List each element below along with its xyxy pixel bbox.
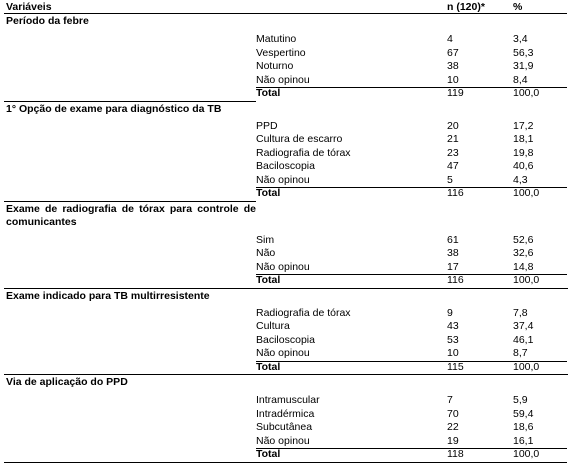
option-label: Não opinou [256,260,310,273]
option-percent: 40,6 [513,160,534,172]
total-label: Total [256,448,281,460]
option-n: 22 [447,421,459,433]
table-row [4,120,567,134]
total-row [4,87,567,101]
total-n: 116 [447,187,464,199]
table-row [4,160,567,174]
total-n: 119 [447,87,464,99]
option-n: 53 [447,333,459,346]
total-n: 115 [447,360,464,373]
total-label: Total [256,87,281,99]
option-n: 23 [447,146,459,159]
option-n: 7 [447,394,453,406]
option-label: Não opinou [256,173,310,186]
total-n: 118 [447,448,464,460]
option-label: Radiografia de tórax [256,306,351,319]
section-title: 1° Opção de exame para diagnóstico da TB [4,101,256,117]
option-percent: 8,4 [513,73,528,86]
option-label: Baciloscopia [256,333,315,346]
option-label: Radiografia de tórax [256,146,351,159]
option-n: 70 [447,407,459,420]
table-row [4,234,567,248]
option-percent: 17,2 [513,119,534,132]
table-row [4,147,567,161]
option-n: 47 [447,160,459,172]
total-row [4,274,567,288]
option-percent: 7,8 [513,306,528,319]
option-label: Não opinou [256,73,310,86]
option-percent: 59,4 [513,407,534,420]
option-percent: 52,6 [513,233,534,246]
total-label: Total [256,187,281,199]
header-percent: % [513,1,523,13]
survey-results-table [4,0,567,463]
table-row [4,394,567,408]
option-percent: 19,8 [513,146,534,159]
table-row [4,261,567,275]
section-title: Período da febre [6,15,89,27]
option-percent: 18,6 [513,421,534,433]
section-title: Via de aplicação do PPD [4,374,568,390]
option-percent: 8,7 [513,347,528,359]
option-label: Noturno [256,60,294,72]
table-row [4,347,567,361]
option-n: 43 [447,320,459,332]
table-row [4,60,567,74]
table-row [4,334,567,348]
total-row [4,361,567,375]
option-percent: 32,6 [513,247,534,259]
option-percent: 14,8 [513,260,534,273]
option-label: Subcutânea [256,421,313,433]
total-label: Total [256,274,281,286]
total-row [4,187,567,201]
option-label: Sim [256,233,275,246]
option-percent: 31,9 [513,60,534,72]
section-title: Exame indicado para TB multirresistente [4,288,568,304]
header-variable: Variáveis [6,1,52,13]
option-n: 5 [447,173,453,186]
option-n: 20 [447,119,459,132]
table-row [4,307,567,321]
option-percent: 37,4 [513,320,534,332]
total-n: 116 [447,274,464,286]
option-n: 38 [447,247,459,259]
table-row [4,133,567,147]
option-label: Matutino [256,33,297,45]
total-label: Total [256,360,281,373]
total-percent: 100,0 [513,187,540,199]
option-n: 17 [447,260,459,273]
option-n: 10 [447,347,459,359]
option-label: Intradérmica [256,407,315,420]
table-row [4,408,567,422]
option-label: Não [256,247,276,259]
option-percent: 4,3 [513,173,528,186]
table-row [4,421,567,435]
option-n: 67 [447,46,459,59]
table-row [4,33,567,47]
option-label: PPD [256,119,278,132]
option-percent: 16,1 [513,434,534,447]
option-label: Baciloscopia [256,160,315,172]
option-label: Não opinou [256,347,310,359]
table-row [4,174,567,188]
option-n: 61 [447,233,459,246]
option-percent: 3,4 [513,33,528,45]
table-header [4,0,567,14]
option-label: Cultura de escarro [256,133,343,145]
table-row [4,47,567,61]
table-row [4,247,567,261]
total-row [4,448,567,463]
option-n: 9 [447,306,453,319]
option-n: 10 [447,73,459,86]
option-n: 19 [447,434,459,447]
option-label: Intramuscular [256,394,320,406]
total-percent: 100,0 [513,87,540,99]
option-n: 4 [447,33,453,45]
option-label: Não opinou [256,434,310,447]
option-label: Cultura [256,320,290,332]
total-percent: 100,0 [513,274,540,286]
option-n: 38 [447,60,459,72]
option-label: Vespertino [256,46,306,59]
total-percent: 100,0 [513,360,540,373]
section-title: Exame de radiografia de tórax para controle de comunicantes [6,202,256,228]
option-n: 21 [447,133,459,145]
table-row [4,435,567,449]
total-percent: 100,0 [513,448,540,460]
table-row [4,320,567,334]
option-percent: 56,3 [513,46,534,59]
option-percent: 46,1 [513,333,534,346]
option-percent: 5,9 [513,394,528,406]
header-n: n (120)* [447,1,485,13]
table-row [4,74,567,88]
option-percent: 18,1 [513,133,534,145]
